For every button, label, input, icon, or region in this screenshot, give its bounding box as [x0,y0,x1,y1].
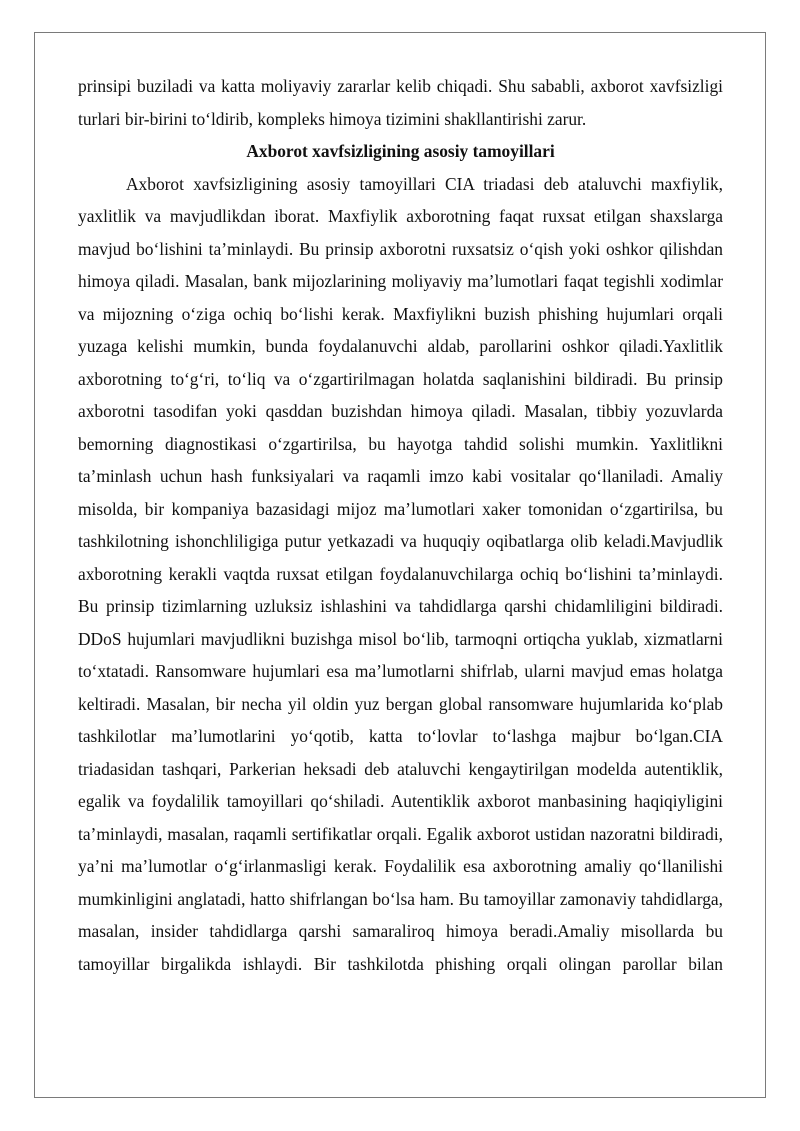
intro-paragraph: prinsipi buziladi va katta moliyaviy zararlar kelib chiqadi. Shu sababli, axborot xavfsizligi turlari bir-birini to‘ldirib, kompleks himoya tizimini shakllantirishi zarur. [78,76,723,129]
section-heading: Axborot xavfsizligining asosiy tamoyillari [246,141,555,161]
document-body [78,70,723,980]
body-paragraph: Axborot xavfsizligining asosiy tamoyillari CIA triadasi deb ataluvchi maxfiylik, yaxlitlik va mavjudlikdan iborat. Maxfiylik axborotning faqat ruxsat etilgan shaxslarga mavjud bo‘lishini ta’minlaydi. Bu prinsip axborotni ruxsatsiz o‘qish yoki oshkor qilishdan himoya qiladi. Masalan, bank mijozlarining moliyaviy ma’lumotlari faqat tegishli xodimlar va mijozning o‘ziga ochiq bo‘lishi kerak. Maxfiylikni buzish phishing hujumlari orqali yuzaga kelishi mumkin, bunda foydalanuvchi aldab, parollarini oshkor qiladi.Yaxlitlik axborotning to‘g‘ri, to‘liq va o‘zgartirilmagan holatda saqlanishini bildiradi. Bu prinsip axborotni tasodifan yoki qasddan buzishdan himoya qiladi. Masalan, tibbiy yozuvlarda bemorning diagnostikasi o‘zgartirilsa, bu hayotga tahdid solishi mumkin. Yaxlitlikni ta’minlash uchun hash funksiyalari va raqamli imzo kabi vositalar qo‘llaniladi. Amaliy misolda, bir kompaniya bazasidagi mijoz ma’lumotlari xaker tomonidan o‘zgartirilsa, bu tashkilotning ishonchliligiga putur yetkazadi va huquqiy oqibatlarga olib keladi.Mavjudlik axborotning kerakli vaqtda ruxsat etilgan foydalanuvchilarga ochiq bo‘lishini ta’minlaydi. Bu prinsip tizimlarning uzluksiz ishlashini va tahdidlarga qarshi chidamliligini bildiradi. DDoS hujumlari mavjudlikni buzishga misol bo‘lib, tarmoqni ortiqcha yuklab, xizmatlarni to‘xtatadi. Ransomware hujumlari esa ma’lumotlarni shifrlab, ularni mavjud emas holatga keltiradi. Masalan, bir necha yil oldin yuz bergan global ransomware hujumlarida ko‘plab tashkilotlar ma’lumotlarini yo‘qotib, katta to‘lovlar to‘lashga majbur bo‘lgan.CIA triadasidan tashqari, Parkerian heksadi deb ataluvchi kengaytirilgan modelda autentiklik, egalik va foydalilik tamoyillari qo‘shiladi. Autentiklik axborot manbasining haqiqiyligini ta’minlaydi, masalan, raqamli sertifikatlar orqali. Egalik axborot ustidan nazoratni bildiradi, ya’ni ma’lumotlar o‘g‘irlanmasligi kerak. Foydalilik esa axborotning amaliy qo‘llanilishi mumkinligini anglatadi, hatto shifrlangan bo‘lsa ham. Bu tamoyillar zamonaviy tahdidlarga, masalan, insider tahdidlarga qarshi samaraliroq himoya beradi.Amaliy misollarda bu tamoyillar birgalikda ishlaydi. Bir tashkilotda phishing orqali olingan parollar bilan [78,173,723,974]
